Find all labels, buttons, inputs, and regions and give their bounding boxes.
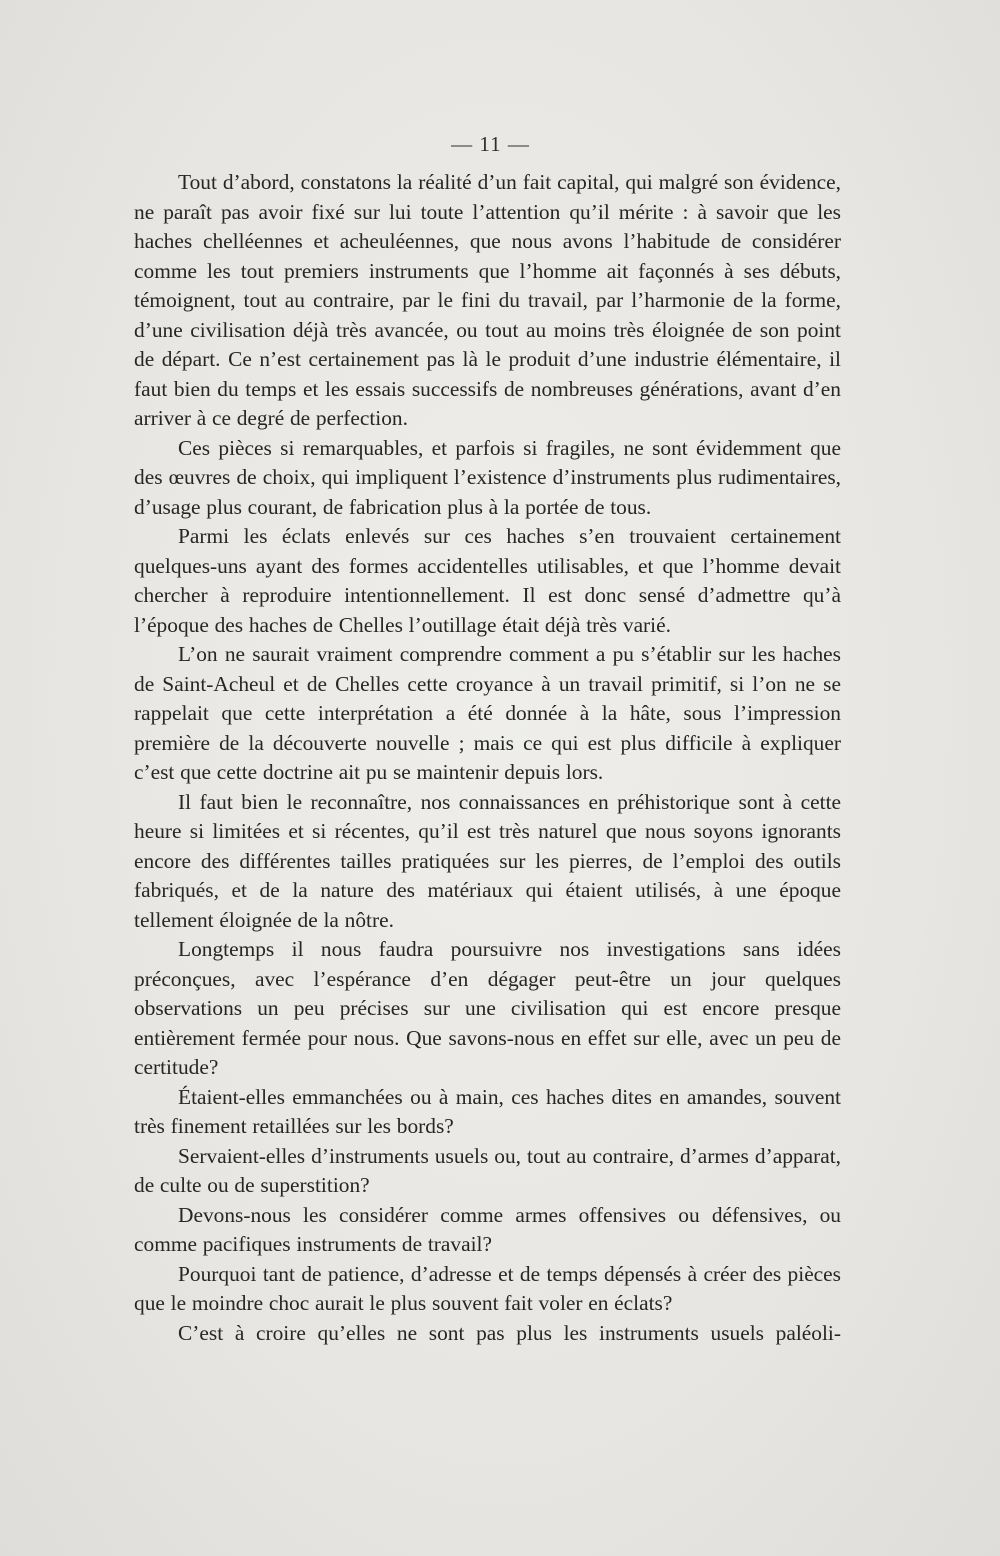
paragraph: C’est à croire qu’elles ne sont pas plus les instruments usuels paléoli- (178, 1320, 841, 1345)
paragraph: L’on ne saurait vraiment comprendre comment a pu s’établir sur les haches de Saint-Acheul et de Chelles cette croyance à un travail primitif, si l’on ne se rappelait que cette interprétation a été donnée à la hâte, sous l’impression première de la découverte nouvelle ; mais ce qui est plus difficile à expliquer c’est que cette doctrine ait pu se maintenir depuis lors. (134, 642, 841, 784)
page-number: — 11 — (451, 132, 530, 156)
paragraph: Étaient-elles emmanchées ou à main, ces haches dites en amandes, souvent très finement retaillées sur les bords? (134, 1084, 841, 1138)
paragraph: Ces pièces si remarquables, et parfois si fragiles, ne sont évidemment que des œuvres de choix, qui impliquent l’existence d’instruments plus rudimentaires, d’usage plus courant, de fabrication plus à la portée de tous. (134, 435, 841, 519)
paragraph: Servaient-elles d’instruments usuels ou, tout au contraire, d’armes d’apparat, de culte ou de superstition? (134, 1143, 841, 1197)
paragraph: Devons-nous les considérer comme armes offensives ou défensives, ou comme pacifiques instruments de travail? (134, 1202, 841, 1256)
body-text (134, 168, 841, 1348)
paragraph: Pourquoi tant de patience, d’adresse et de temps dépensés à créer des pièces que le moindre choc aurait le plus souvent fait voler en éclats? (134, 1261, 841, 1315)
paragraph: Tout d’abord, constatons la réalité d’un fait capital, qui malgré son évidence, ne paraît pas avoir fixé sur lui toute l’attention qu’il mérite : à savoir que les haches chelléennes et acheuléennes, que nous avons l’habitude de considérer comme les tout premiers instruments que l’homme ait façonnés à ses débuts, témoignent, tout au contraire, par le fini du travail, par l’harmonie de la forme, d’une civilisation déjà très avancée, ou tout au moins très éloignée de son point de départ. Ce n’est certainement pas là le produit d’une industrie élémentaire, il faut bien du temps et les essais successifs de nombreuses générations, avant d’en arriver à ce degré de perfection. (134, 170, 841, 430)
paragraph: Parmi les éclats enlevés sur ces haches s’en trouvaient certainement quelques-uns ayant des formes accidentelles utilisables, et que l’homme devait chercher à reproduire intentionnellement. Il est donc sensé d’admettre qu’à l’époque des haches de Chelles l’outillage était déjà très varié. (134, 524, 841, 637)
paragraph: Il faut bien le reconnaître, nos connaissances en préhistorique sont à cette heure si limitées et si récentes, qu’il est très naturel que nous soyons ignorants encore des différentes tailles pratiquées sur les pierres, de l’emploi des outils fabriqués, et de la nature des matériaux qui étaient utilisés, à une époque tellement éloignée de la nôtre. (134, 789, 841, 932)
paragraph: Longtemps il nous faudra poursuivre nos investigations sans idées préconçues, avec l’espérance d’en dégager peut-être un jour quelques observations un peu précises sur une civilisation qui est encore presque entièrement fermée pour nous. Que savons-nous en effet sur elle, avec un peu de certitude? (134, 937, 841, 1079)
